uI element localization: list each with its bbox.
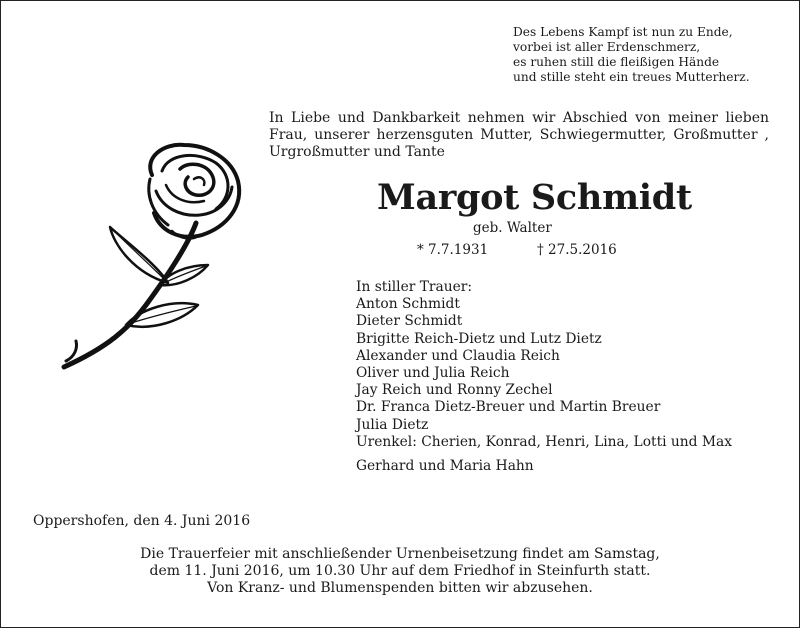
deceased-name: Margot Schmidt bbox=[377, 177, 692, 218]
mourner-name: Brigitte Reich-Dietz und Lutz Dietz bbox=[356, 330, 602, 347]
mourner-name: Dieter Schmidt bbox=[356, 313, 463, 330]
mourner-name: Urenkel: Cherien, Konrad, Henri, Lina, Lotti und Max bbox=[356, 433, 733, 450]
rose-icon bbox=[48, 135, 258, 375]
service-line: dem 11. Juni 2016, um 10.30 Uhr auf dem Friedhof in Steinfurth statt. bbox=[149, 563, 651, 579]
mourner-name: Jay Reich und Ronny Zechel bbox=[356, 382, 553, 399]
service-info bbox=[0, 546, 800, 597]
mourner-name: Dr. Franca Dietz-Breuer und Martin Breuer bbox=[356, 399, 661, 416]
service-line: Die Trauerfeier mit anschließender Urnenbeisetzung findet am Samstag, bbox=[140, 546, 660, 562]
poem-line: und stille steht ein treues Mutterherz. bbox=[513, 70, 750, 84]
service-line: Von Kranz- und Blumenspenden bitten wir abzusehen. bbox=[207, 580, 593, 596]
birth-date: * 7.7.1931 bbox=[417, 242, 489, 258]
death-date: † 27.5.2016 bbox=[537, 242, 617, 258]
additional-mourners: Gerhard und Maria Hahn bbox=[356, 458, 534, 474]
maiden-name: geb. Walter bbox=[473, 220, 552, 236]
intro-paragraph bbox=[269, 110, 769, 161]
mourners-list bbox=[356, 279, 732, 451]
mourner-name: Oliver und Julia Reich bbox=[356, 365, 510, 382]
mourner-name: Alexander und Claudia Reich bbox=[356, 347, 560, 364]
poem-line: vorbei ist aller Erdenschmerz, bbox=[513, 40, 701, 54]
intro-text: In Liebe und Dankbarkeit nehmen wir Abschied von meiner lieben Frau, unserer herzensguten Mutter, Schwiegermutter, Großmutter , Urgroßmutter und Tante bbox=[269, 110, 769, 160]
mourners-heading: In stiller Trauer: bbox=[356, 279, 473, 295]
mourner-name: Anton Schmidt bbox=[356, 296, 460, 313]
poem-line: Des Lebens Kampf ist nun zu Ende, bbox=[513, 25, 733, 39]
place-date: Oppershofen, den 4. Juni 2016 bbox=[33, 513, 251, 529]
poem-line: es ruhen still die fleißigen Hände bbox=[513, 55, 720, 69]
mourner-name: Julia Dietz bbox=[356, 416, 429, 433]
poem bbox=[513, 25, 750, 85]
